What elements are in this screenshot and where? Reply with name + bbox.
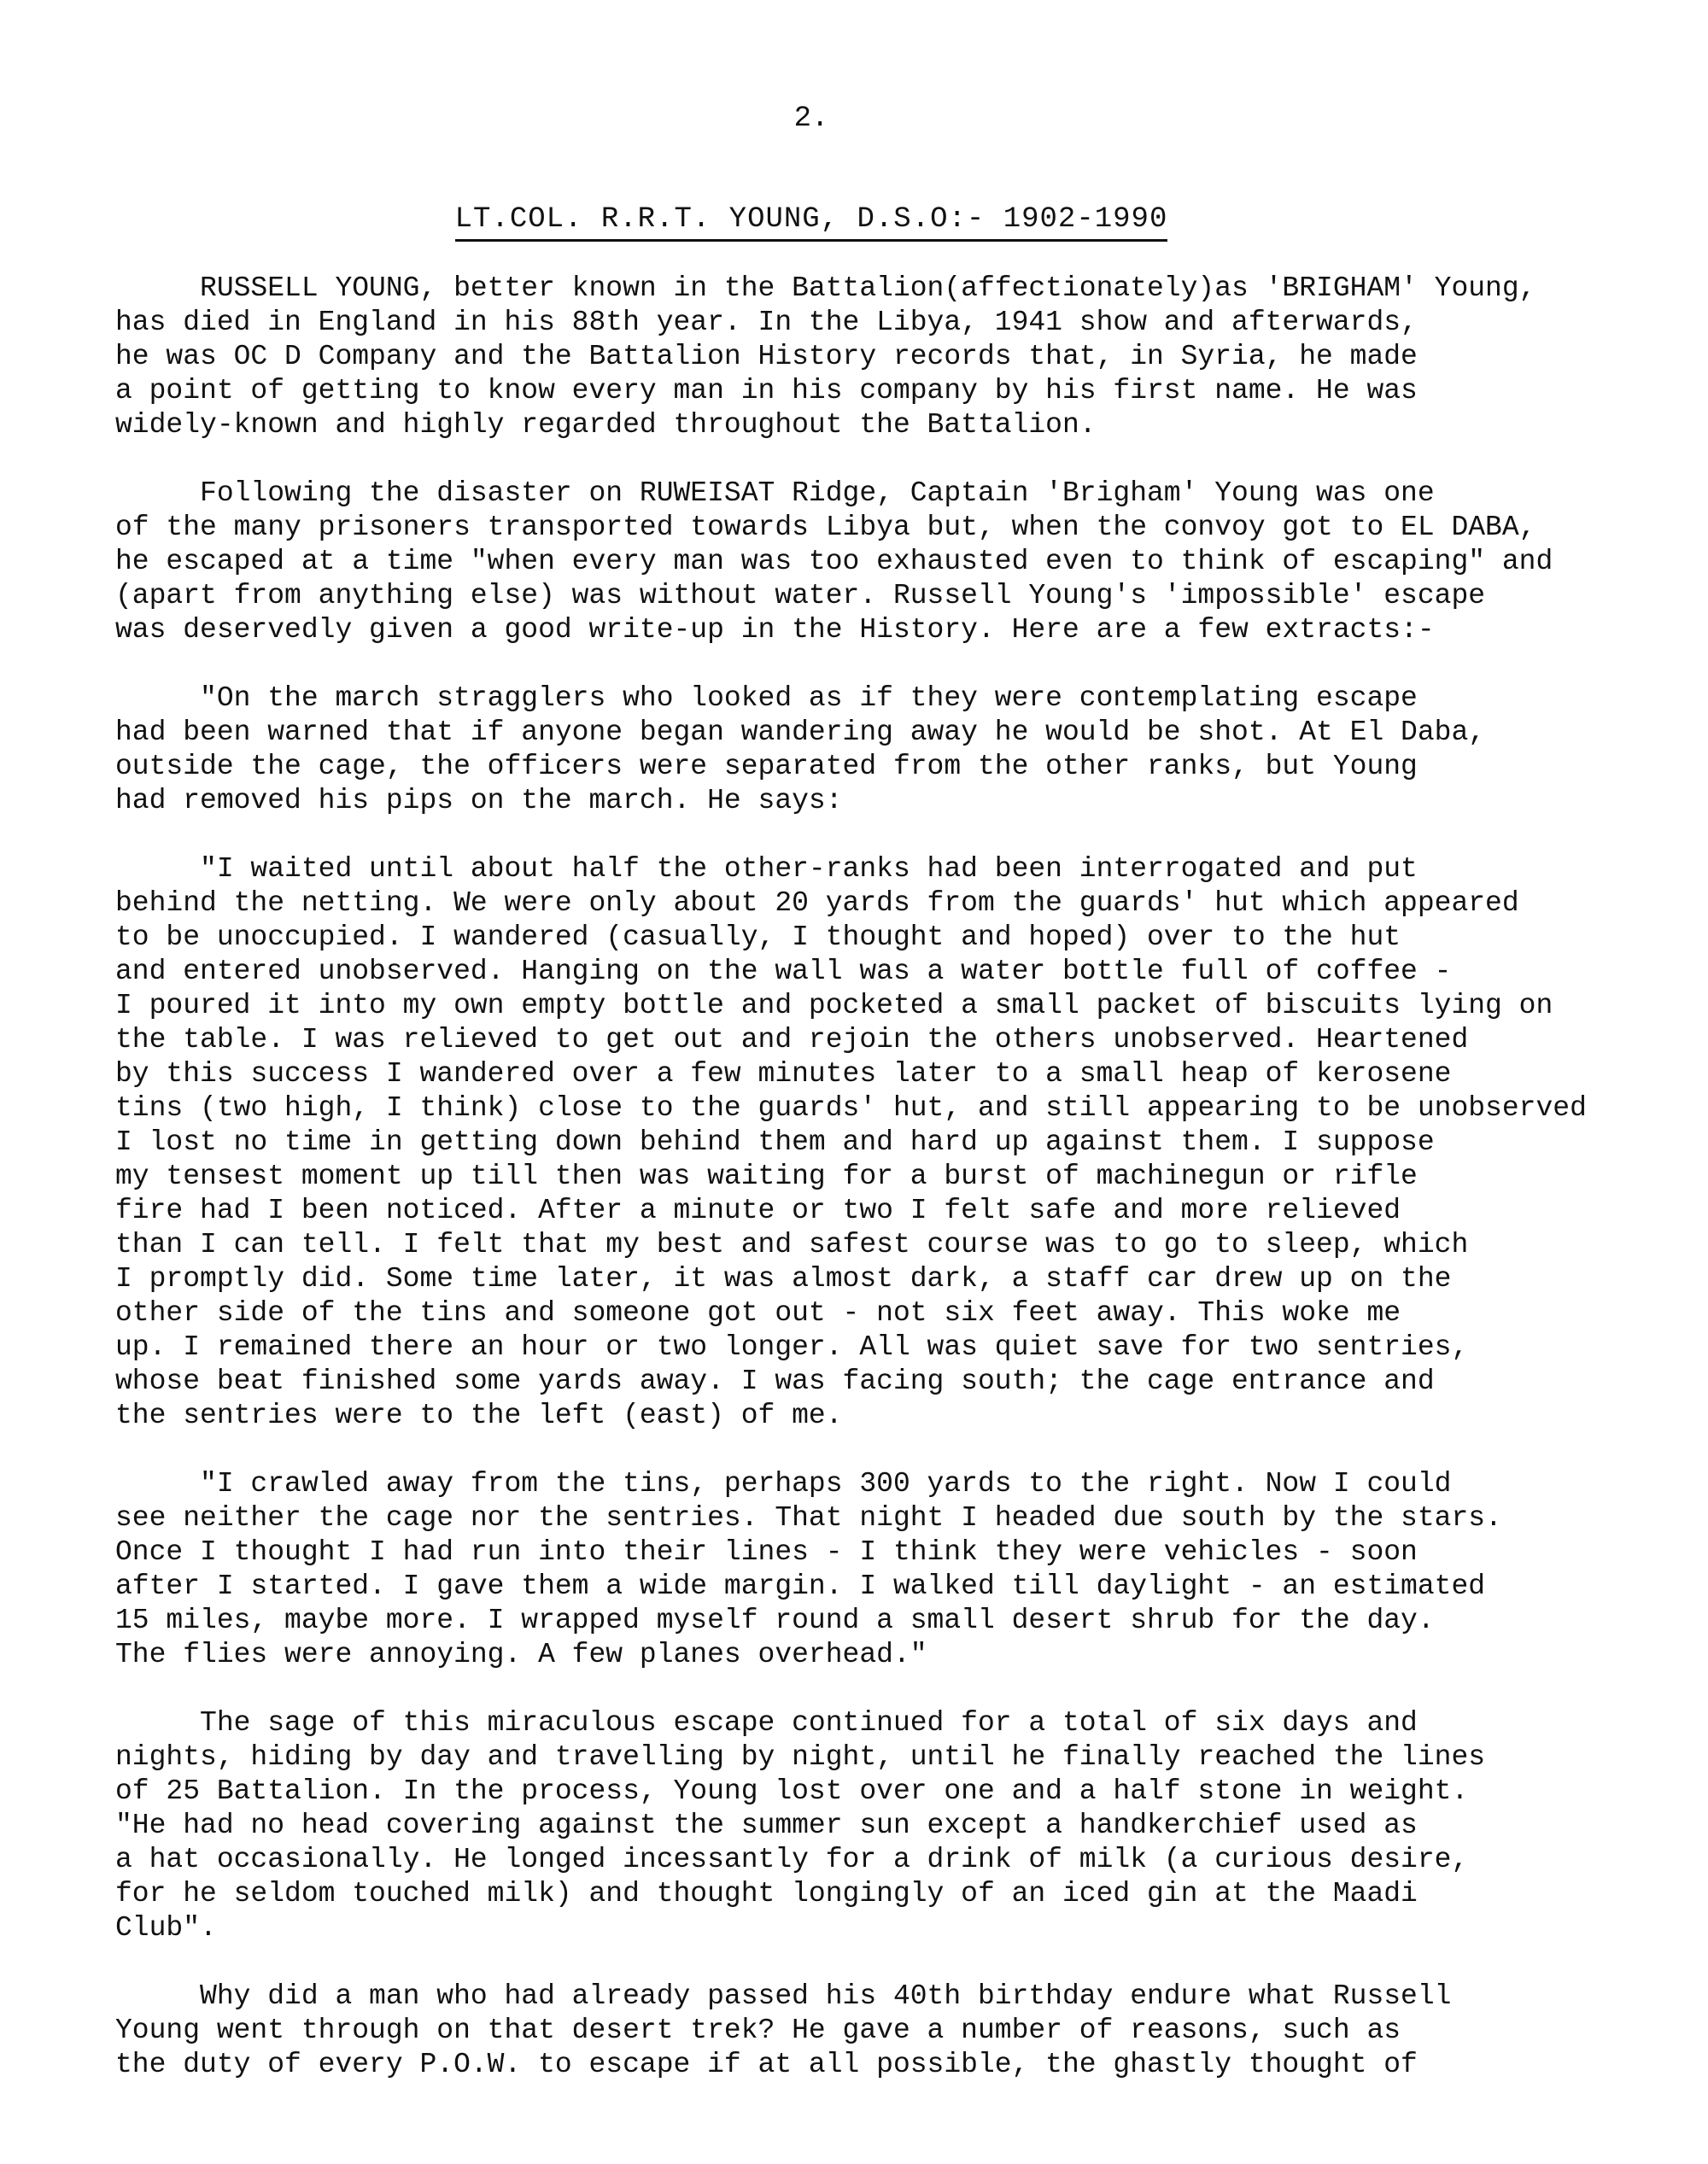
text-line: of the many prisoners transported towards Libya but, when the convoy got to EL DABA, xyxy=(115,512,1536,543)
text-line: the table. I was relieved to get out and rejoin the others unobserved. Heartened xyxy=(115,1024,1469,1056)
paragraph xyxy=(115,272,1644,442)
paragraph xyxy=(115,681,1644,818)
text-line: nights, hiding by day and travelling by night, until he finally reached the lines xyxy=(115,1741,1486,1773)
text-line: RUSSELL YOUNG, better known in the Battalion(affectionately)as 'BRIGHAM' Young, xyxy=(115,272,1536,304)
text-line: Why did a man who had already passed his 40th birthday endure what Russell xyxy=(115,1980,1452,2012)
text-line: of 25 Battalion. In the process, Young lost over one and a half stone in weight. xyxy=(115,1775,1469,1807)
text-line: behind the netting. We were only about 20 yards from the guards' hut which appeared xyxy=(115,887,1519,919)
document-body xyxy=(115,272,1644,2116)
text-line: I poured it into my own empty bottle and pocketed a small packet of biscuits lying on xyxy=(115,990,1553,1021)
paragraph xyxy=(115,477,1644,647)
paragraph xyxy=(115,852,1644,1433)
text-line: (apart from anything else) was without water. Russell Young's 'impossible' escape xyxy=(115,580,1486,611)
text-line: has died in England in his 88th year. In the Libya, 1941 show and afterwards, xyxy=(115,307,1418,338)
text-line: to be unoccupied. I wandered (casually, I thought and hoped) over to the hut xyxy=(115,921,1401,953)
text-line: see neither the cage nor the sentries. That night I headed due south by the stars. xyxy=(115,1502,1502,1534)
text-line: and entered unobserved. Hanging on the wall was a water bottle full of coffee - xyxy=(115,956,1452,987)
text-line: Young went through on that desert trek? He gave a number of reasons, such as xyxy=(115,2015,1401,2046)
text-line: "I crawled away from the tins, perhaps 300 yards to the right. Now I could xyxy=(115,1468,1452,1500)
text-line: for he seldom touched milk) and thought longingly of an iced gin at the Maadi xyxy=(115,1878,1418,1910)
paragraph xyxy=(115,1980,1644,2082)
text-line: tins (two high, I think) close to the guards' hut, and still appearing to be unobserved xyxy=(115,1092,1587,1124)
title-text: LT.COL. R.R.T. YOUNG, D.S.O:- 1902-1990 xyxy=(455,203,1168,242)
paragraph xyxy=(115,1467,1644,1672)
text-line: he escaped at a time "when every man was too exhausted even to think of escaping" and xyxy=(115,546,1553,577)
page-number: 2. xyxy=(793,102,829,135)
text-line: other side of the tins and someone got out - not six feet away. This woke me xyxy=(115,1297,1401,1329)
text-line: fire had I been noticed. After a minute or two I felt safe and more relieved xyxy=(115,1195,1401,1226)
text-line: was deservedly given a good write-up in the History. Here are a few extracts:- xyxy=(115,614,1435,646)
page-title xyxy=(0,203,1623,236)
text-line: outside the cage, the officers were separated from the other ranks, but Young xyxy=(115,751,1418,782)
text-line: Following the disaster on RUWEISAT Ridge, Captain 'Brigham' Young was one xyxy=(115,477,1435,509)
text-line: Once I thought I had run into their lines - I think they were vehicles - soon xyxy=(115,1536,1418,1568)
text-line: I lost no time in getting down behind them and hard up against them. I suppose xyxy=(115,1126,1435,1158)
text-line: than I can tell. I felt that my best and safest course was to go to sleep, which xyxy=(115,1229,1469,1260)
text-line: The flies were annoying. A few planes overhead." xyxy=(115,1639,927,1670)
text-line: "He had no head covering against the summer sun except a handkerchief used as xyxy=(115,1810,1418,1841)
text-line: a point of getting to know every man in his company by his first name. He was xyxy=(115,375,1418,406)
text-line: after I started. I gave them a wide margin. I walked till daylight - an estimated xyxy=(115,1570,1486,1602)
text-line: 15 miles, maybe more. I wrapped myself round a small desert shrub for the day. xyxy=(115,1605,1435,1636)
text-line: the sentries were to the left (east) of me. xyxy=(115,1400,843,1431)
text-line: widely-known and highly regarded throughout the Battalion. xyxy=(115,409,1097,441)
text-line: had removed his pips on the march. He says: xyxy=(115,785,843,816)
text-line: a hat occasionally. He longed incessantly for a drink of milk (a curious desire, xyxy=(115,1844,1469,1875)
text-line: by this success I wandered over a few minutes later to a small heap of kerosene xyxy=(115,1058,1452,1090)
text-line: the duty of every P.O.W. to escape if at all possible, the ghastly thought of xyxy=(115,2049,1418,2080)
text-line: The sage of this miraculous escape continued for a total of six days and xyxy=(115,1707,1418,1739)
text-line: "On the march stragglers who looked as if they were contemplating escape xyxy=(115,682,1418,714)
text-line: "I waited until about half the other-ranks had been interrogated and put xyxy=(115,853,1418,885)
text-line: I promptly did. Some time later, it was almost dark, a staff car drew up on the xyxy=(115,1263,1452,1295)
text-line: my tensest moment up till then was waiting for a burst of machinegun or rifle xyxy=(115,1161,1418,1192)
text-line: whose beat finished some yards away. I was facing south; the cage entrance and xyxy=(115,1366,1435,1397)
paragraph xyxy=(115,1706,1644,1945)
text-line: he was OC D Company and the Battalion History records that, in Syria, he made xyxy=(115,341,1418,372)
text-line: up. I remained there an hour or two longer. All was quiet save for two sentries, xyxy=(115,1331,1469,1363)
text-line: Club". xyxy=(115,1912,217,1944)
text-line: had been warned that if anyone began wandering away he would be shot. At El Daba, xyxy=(115,716,1486,748)
